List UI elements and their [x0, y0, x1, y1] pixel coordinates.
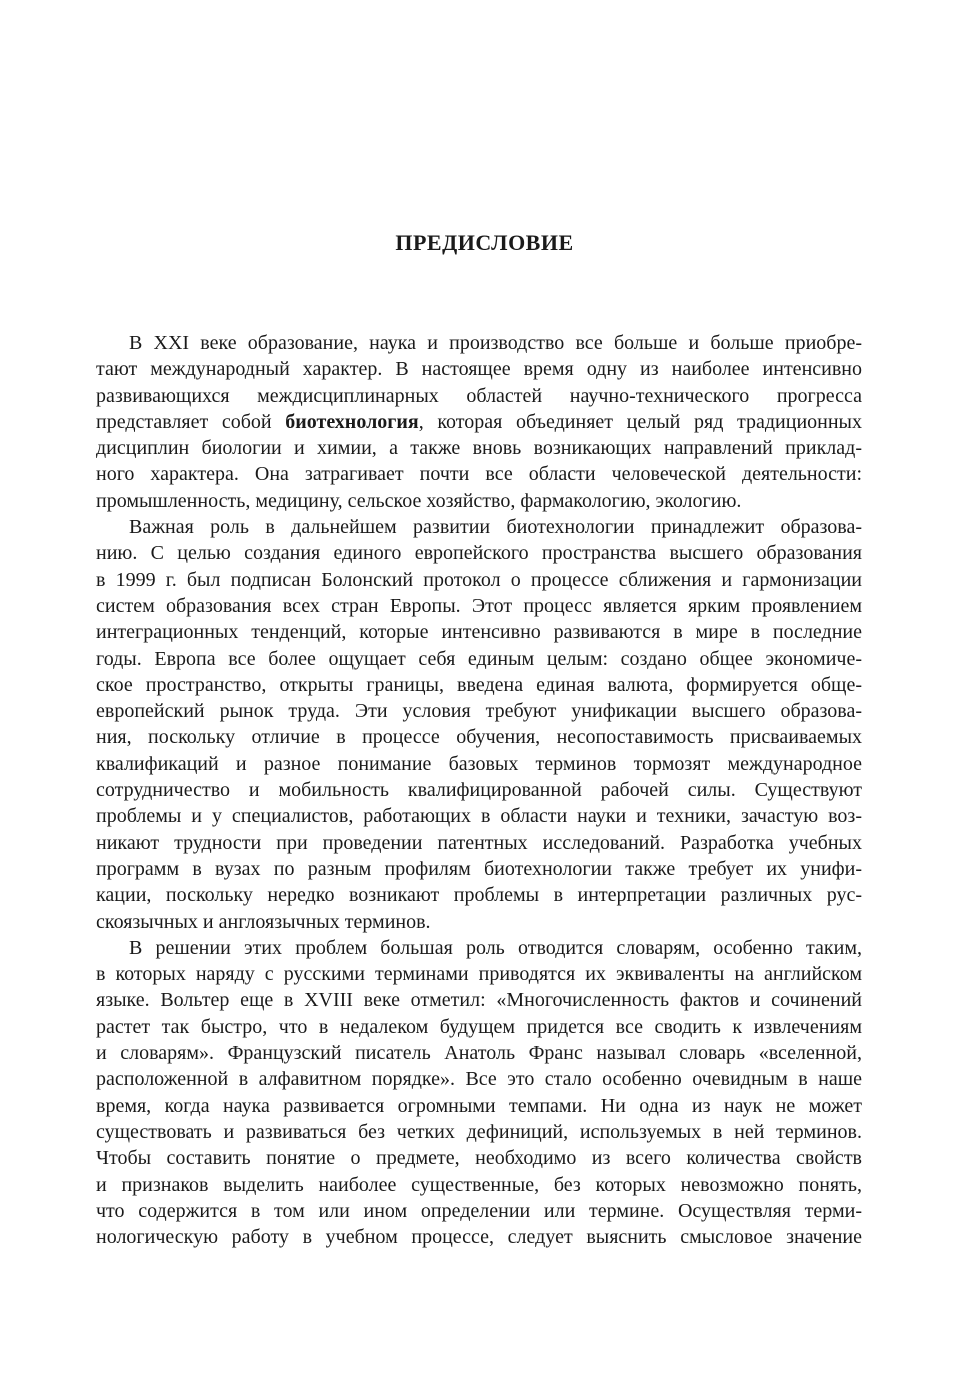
paragraph-3 [96, 935, 862, 1251]
paragraph-2 [96, 514, 862, 935]
text-line: и словарям». Французский писатель Анатоль Франс называл словарь «вселенной, [96, 1042, 862, 1065]
text-line: нию. С целью создания единого европейского пространства высшего образования [96, 542, 862, 565]
text-fragment: представляет собой [96, 410, 272, 433]
text-line: что содержится в том или ином определении или термине. Осуществляя терми- [96, 1199, 862, 1222]
text-line: ного характера. Она затрагивает почти все области человеческой деятельности: [96, 463, 862, 486]
page-title: ПРЕДИСЛОВИЕ [395, 230, 574, 255]
text-line: интеграционных тенденций, которые интенсивно развиваются в мире в последние [96, 621, 862, 644]
text-line: ния, поскольку отличие в процессе обучения, несопоставимость присваиваемых [96, 726, 862, 749]
text-line: сотрудничество и мобильность квалифицированной рабочей силы. Существуют [96, 779, 862, 802]
text-line: скоязычных и англоязычных терминов. [96, 910, 431, 933]
text-line: В решении этих проблем большая роль отводится словарям, особенно таким, [129, 936, 862, 959]
text-line: в 1999 г. был подписан Болонский протокол о процессе сближения и гармонизации [96, 568, 862, 591]
text-line: существовать и развиваться без четких дефиниций, используемых в ней терминов. [96, 1120, 862, 1143]
text-line: и признаков выделить наиболее существенные, без которых невозможно понять, [96, 1173, 862, 1196]
text-line-with-term [96, 409, 862, 435]
preface-body [96, 330, 862, 1250]
text-line: проблемы и у специалистов, работающих в области науки и техники, зачастую воз- [96, 805, 862, 828]
text-line: расположенной в алфавитном порядке». Все это стало особенно очевидным в наше [96, 1068, 862, 1091]
text-line: развивающихся междисциплинарных областей научно-технического прогресса [96, 384, 862, 407]
text-line: Чтобы составить понятие о предмете, необходимо из всего количества свойств [96, 1147, 862, 1170]
text-line: языке. Вольтер еще в XVIII веке отметил: «Многочисленность фактов и сочинений [96, 989, 862, 1012]
text-line: никают трудности при проведении патентных исследований. Разработка учебных [96, 831, 862, 854]
text-line: промышленность, медицину, сельское хозяйство, фармакологию, экологию. [96, 489, 742, 512]
text-line: ское пространство, открыты границы, введена единая валюта, формируется обще- [96, 673, 862, 696]
bold-term: биотехнология [285, 410, 419, 433]
text-line: время, когда наука развивается огромными темпами. Ни одна из наук не может [96, 1094, 862, 1117]
text-line: годы. Европа все более ощущает себя единым целым: создано общее экономиче- [96, 647, 862, 670]
text-line: Важная роль в дальнейшем развитии биотехнологии принадлежит образова- [129, 516, 862, 539]
text-line: дисциплин биологии и химии, а также вновь возникающих направлений приклад- [96, 437, 862, 460]
text-line: систем образования всех стран Европы. Этот процесс является ярким проявлением [96, 594, 862, 617]
text-line: В XXI веке образование, наука и производство все больше и больше приобре- [129, 332, 862, 354]
text-line: нологическую работу в учебном процессе, следует выяснить смысловое значение [96, 1226, 862, 1249]
text-line: программ в вузах по разным профилям биотехнологии также требует их унифи- [96, 857, 862, 880]
text-line: в которых наряду с русскими терминами приводятся их эквиваленты на английском [96, 963, 862, 986]
text-line: европейский рынок труда. Эти условия требуют унификации высшего образова- [96, 700, 862, 723]
text-line: квалификаций и разное понимание базовых терминов тормозят международное [96, 752, 862, 775]
text-line: растет так быстро, что в недалеком будущем придется все сводить к извлечениям [96, 1015, 862, 1038]
text-line: кации, поскольку нередко возникают проблемы в интерпретации различных рус- [96, 884, 862, 907]
text-fragment: , которая объединяет целый ряд традиционных [418, 410, 862, 433]
paragraph-1 [96, 330, 862, 514]
text-line: тают международный характер. В настоящее время одну из наиболее интенсивно [96, 358, 862, 381]
